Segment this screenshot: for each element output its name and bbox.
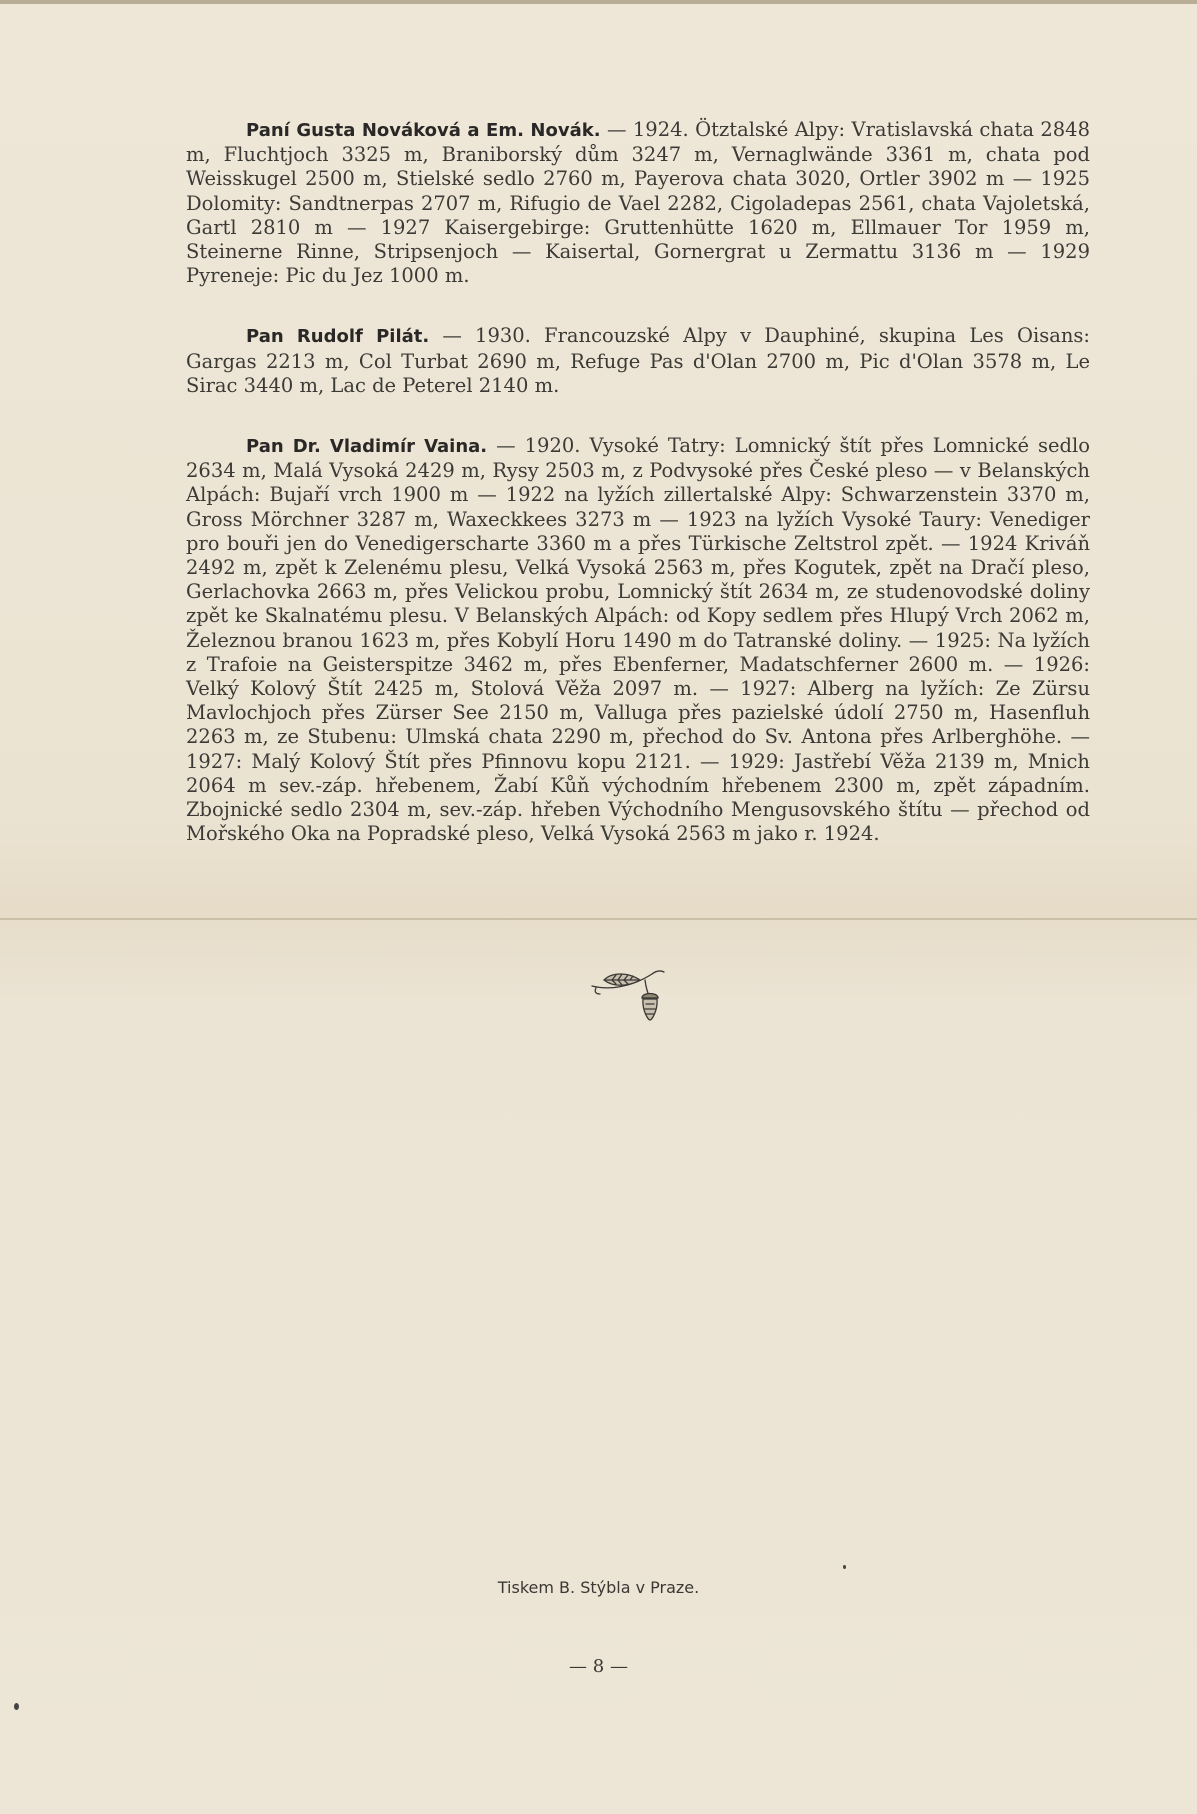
entry-vaina: [186, 434, 1090, 846]
entry-pilat: [186, 324, 1090, 398]
entry-name: Pan Rudolf Pilát.: [246, 326, 430, 348]
entry-text: — 1930. Francouzské Alpy v Dauphiné, skupina Les Oisans: Gargas 2213 m, Col Turbat 2690 m, Refuge Pas d'Olan 2700 m, Pic d'Olan 3578 m, Le Sirac 3440 m, Lac de Peterel 2140 m.: [186, 324, 1090, 397]
main-text: [186, 118, 1090, 882]
paper-fold: [0, 918, 1197, 920]
ink-speck: [843, 1565, 846, 1569]
entry-text: — 1924. Ötztalské Alpy: Vratislavská chata 2848 m, Fluchtjoch 3325 m, Braniborský dům 3247 m, Vernaglwände 3361 m, chata pod Weisskugel 2500 m, Stielské sedlo 2760 m, Payerova chata 3020, Ortler 3902 m — 1925 Dolomity: Sandtnerpas 2707 m, Rifugio de Vael 2282, Cigoladepas 2561, chata Vajoletská, Gartl 2810 m — 1927 Kaisergebirge: Gruttenhütte 1620 m, Ellmauer Tor 1959 m, Steinerne Rinne, Stripsenjoch — Kaisertal, Gornergrat u Zermattu 3136 m — 1929 Pyreneje: Pic du Jez 1000 m.: [186, 118, 1090, 288]
entry-text: — 1920. Vysoké Tatry: Lomnický štít přes Lomnické sedlo 2634 m, Malá Vysoká 2429 m, Rysy 2503 m, z Podvysoké přes České pleso — v Belanských Alpách: Bujaří vrch 1900 m — 1922 na lyžích zillertalské Alpy: Schwarzenstein 3370 m, Gross Mörchner 3287 m, Waxeckkees 3273 m — 1923 na lyžích Vysoké Taury: Venediger pro bouři jen do Venedigerscharte 3360 m a přes Türkische Zeltstrol zpět. — 1924 Kriváň 2492 m, zpět k Zelenému plesu, Velká Vysoká 2563 m, přes Kogutek, zpět na Dračí pleso, Gerlachovka 2663 m, přes Velickou probu, Lomnický štít 2634 m, ze studenovodské doliny zpět ke Skalnatému plesu. V Belanských Alpách: od Kopy sedlem přes Hlupý Vrch 2062 m, Železnou branou 1623 m, přes Kobylí Horu 1490 m do Tatranské doliny. — 1925: Na lyžích z Trafoie na Geisterspitze 3462 m, přes Ebenferner, Madatschferner 2600 m. — 1926: Velký Kolový Štít 2425 m, Stolová Věža 2097 m. — 1927: Alberg na lyžích: Ze Zürsu Mavlochjoch přes Zürser See 2150 m, Valluga přes pazielské údolí 2750 m, Hasenfluh 2263 m, ze Stubenu: Ulmská chata 2290 m, přechod do Sv. Antona přes Arlberghöhe. — 1927: Malý Kolový Štít přes Pfinnovu kopu 2121. — 1929: Jastřebí Věža 2139 m, Mnich 2064 m sev.-záp. hřebenem, Žabí Kůň východním hřebenem 2300 m, zpět západním. Zbojnické sedlo 2304 m, sev.-záp. hřeben Východního Mengusovského štítu — přechod od Mořského Oka na Popradské pleso, Velká Vysoká 2563 m jako r. 1924.: [186, 434, 1090, 846]
entry-novak: [186, 118, 1090, 288]
ink-speck: [14, 1703, 19, 1710]
printer-imprint: Tiskem B. Stýbla v Praze.: [497, 1578, 700, 1597]
page-number: — 8 —: [569, 1656, 628, 1677]
paper-top-edge: [0, 0, 1197, 4]
entry-name: Paní Gusta Nováková a Em. Novák.: [246, 120, 601, 141]
leaf-and-acorn-vignette-icon: [590, 964, 680, 1024]
entry-name: Pan Dr. Vladimír Vaina.: [246, 436, 488, 458]
